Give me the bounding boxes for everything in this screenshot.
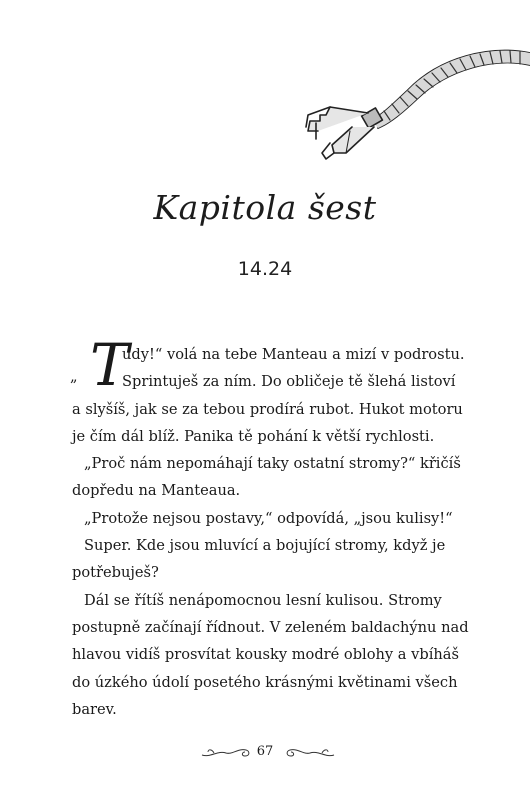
robot-claw-illustration xyxy=(290,35,530,170)
text-line: je čím dál blíž. Panika tě pohání k větší rychlosti. xyxy=(72,427,435,445)
text-line: Super. Kde jsou mluvící a bojující stromy, když je xyxy=(84,537,446,555)
text-line: potřebuješ? xyxy=(72,564,159,582)
text-line: dopředu na Manteaua. xyxy=(72,482,241,500)
text-line: Sprintuješ za ním. Do obličeje tě šlehá listoví xyxy=(122,373,456,391)
text-line: barev. xyxy=(72,700,117,718)
drop-cap: T xyxy=(90,331,129,399)
opening-quote: „ xyxy=(70,368,78,385)
text-line: hlavou vidíš prosvítat kousky modré oblohy a vbíháš xyxy=(72,646,459,664)
footer-ornament-right xyxy=(284,744,336,760)
text-line: a slyšíš, jak se za tebou prodírá rubot. Hukot motoru xyxy=(72,400,463,418)
text-line: postupně začínají řídnout. V zeleném baldachýnu nad xyxy=(72,618,469,636)
chapter-time: 14.24 xyxy=(237,258,293,280)
body-text xyxy=(70,331,469,723)
text-line: „Proč nám nepomáhají taky ostatní stromy?“ křičíš xyxy=(84,455,461,473)
page-number: 67 xyxy=(256,744,274,759)
text-line: udy!“ volá na tebe Manteau a mizí v podrostu. xyxy=(122,346,465,363)
text-line: do úzkého údolí posetého krásnými květinami všech xyxy=(72,673,458,691)
chapter-title: Kapitola šest xyxy=(153,188,377,227)
text-line: Dál se řítíš nenápomocnou lesní kulisou. Stromy xyxy=(84,591,442,609)
text-line: „Protože nejsou postavy,“ odpovídá, „jsou kulisy!“ xyxy=(84,509,453,527)
